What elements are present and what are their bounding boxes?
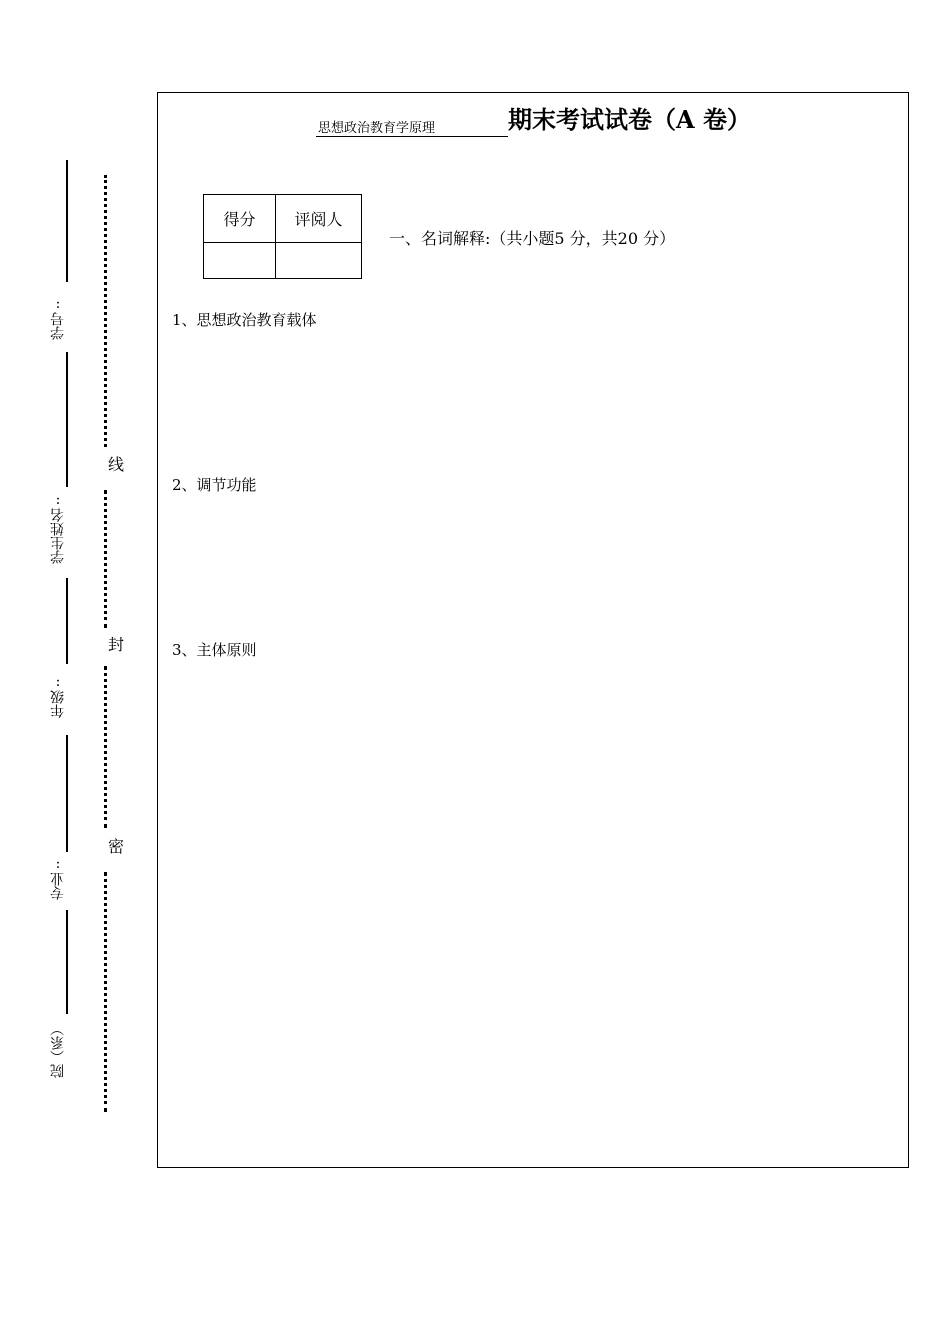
course-name: 思想政治教育学原理 <box>318 121 436 136</box>
grade-text: 年级 <box>50 690 66 718</box>
student-name-label: : 学生姓名 <box>50 492 66 564</box>
seal-dotted-line <box>104 175 107 447</box>
seal-char-line: 线 <box>108 455 125 474</box>
grader-header: 评阅人 <box>276 195 362 243</box>
score-header: 得分 <box>204 195 276 243</box>
section-heading: 一、名词解释:（共小题5 分，共20 分） <box>389 229 676 248</box>
question-3: 3、主体原则 <box>172 641 257 659</box>
seal-char-secret: 密 <box>108 837 125 856</box>
grade-label: : 年级 <box>50 674 66 718</box>
binding-line <box>66 160 68 282</box>
seal-char-seal: 封 <box>108 635 125 654</box>
binding-line <box>66 352 68 487</box>
seal-dotted-line <box>104 666 107 828</box>
question-1: 1、思想政治教育载体 <box>172 311 317 329</box>
grader-cell[interactable] <box>276 243 362 279</box>
exam-title: 期末考试试卷（A 卷） <box>508 105 751 134</box>
student-id-label: : 学号 <box>50 296 66 340</box>
student-id-text: 学号 <box>50 312 66 340</box>
department-text: 院（系） <box>50 1022 66 1078</box>
department-label <box>48 1022 68 1082</box>
binding-line <box>66 735 68 852</box>
score-table <box>203 194 362 279</box>
major-text: 专业 <box>50 872 66 900</box>
binding-line <box>66 910 68 1014</box>
student-name-text: 学生姓名 <box>50 508 66 564</box>
major-label: : 专业 <box>50 856 66 900</box>
seal-dotted-line <box>104 490 107 628</box>
question-2: 2、调节功能 <box>172 476 257 494</box>
course-underline <box>316 136 508 137</box>
seal-dotted-line <box>104 872 107 1112</box>
binding-line <box>66 578 68 664</box>
score-cell[interactable] <box>204 243 276 279</box>
